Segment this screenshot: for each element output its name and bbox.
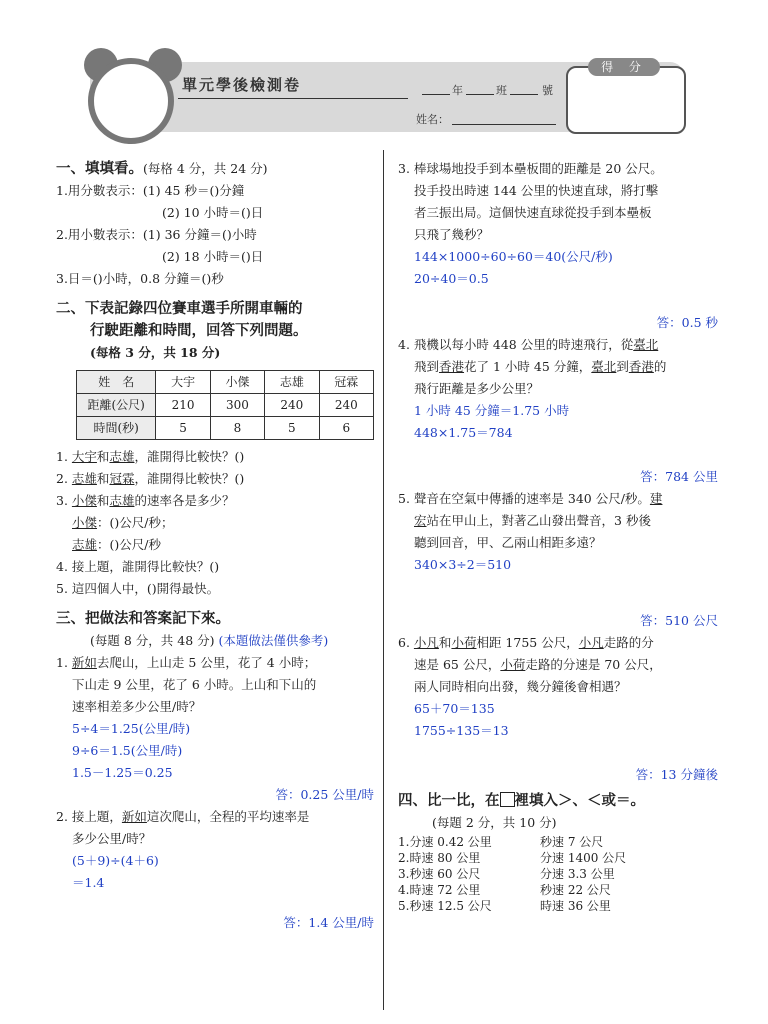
compare-row: 4.時速 72 公里 秒速 22 公尺 [398, 883, 611, 897]
table-cell: 240 [265, 394, 319, 417]
worksheet-header [80, 48, 684, 140]
p5-line: 5. 聲音在空氣中傳播的速率是 340 公尺/秒。建 [398, 491, 663, 506]
table-header-row [77, 371, 374, 394]
p6-line: 6. 小凡和小荷相距 1755 公尺，小凡走路的分 [398, 635, 654, 650]
p2-answer: 答：1.4 公里/時 [283, 915, 374, 930]
compare-row: 5.秒速 12.5 公尺 時速 36 公里 [398, 899, 611, 913]
p1-line: 1. 新如去爬山，上山走 5 公里，花了 4 小時； [56, 655, 317, 670]
table-cell: 8 [210, 417, 264, 440]
p3-work: 144×1000÷60÷60＝40(公尺/秒) [414, 249, 613, 264]
table-cell: 240 [319, 394, 373, 417]
p1-work: 1.5－1.25＝0.25 [72, 765, 173, 780]
table-cell: 姓 名 [77, 371, 156, 394]
p4-line: 4. 飛機以每小時 448 公里的時速飛行，從臺北 [398, 337, 659, 352]
p5-work: 340×3÷2＝510 [414, 557, 512, 572]
right-column [398, 158, 718, 914]
section4-heading: 四、比一比，在 裡填入＞、＜或＝。 [398, 793, 645, 809]
p3-line: 者三振出局。這個快速直球從投手到本壘板 [414, 205, 652, 220]
section3-scoring: (每題 8 分，共 48 分) (本題做法僅供參考) [90, 633, 329, 648]
p4-line: 飛行距離是多少公里？ [414, 381, 540, 396]
p4-answer: 答：784 公里 [640, 469, 718, 484]
name-line [452, 124, 556, 125]
s2-q2: 2. 志雄和冠霖，誰開得比較快？() [56, 471, 245, 486]
number-line [510, 94, 538, 95]
p1-work: 9÷6＝1.5(公里/時) [72, 743, 183, 758]
table-cell: 志雄 [265, 371, 319, 394]
score-box [566, 66, 686, 134]
table-cell: 時間(秒) [77, 417, 156, 440]
table-cell: 5 [156, 417, 210, 440]
p6-work: 1755÷135＝13 [414, 723, 509, 738]
score-label: 得 分 [588, 58, 660, 76]
racer-table [76, 370, 374, 440]
mascot-ring [88, 58, 174, 144]
number-label: 號 [542, 84, 553, 97]
p1-line: 速率相差多少公里/時？ [72, 699, 202, 714]
compare-row: 3.秒速 60 公尺 分速 3.3 公里 [398, 867, 615, 881]
section4-scoring: (每題 2 分，共 10 分) [432, 815, 557, 830]
p3-line: 投手投出時速 144 公里的快速直球，將打擊 [414, 183, 659, 198]
s1-line: (2) 18 小時＝()日 [162, 249, 264, 264]
table-row [77, 394, 374, 417]
p2-line: 2. 接上題，新如這次爬山，全程的平均速率是 [56, 809, 310, 824]
table-cell: 5 [265, 417, 319, 440]
p6-work: 65＋70＝135 [414, 701, 495, 716]
name-label: 姓名： [416, 113, 449, 126]
table-cell: 冠霖 [319, 371, 373, 394]
s1-line: (2) 10 小時＝()日 [162, 205, 264, 220]
s2-q3-sub1: 小傑：()公尺/秒； [72, 515, 174, 530]
section2-scoring: (每格 3 分，共 18 分) [90, 345, 221, 360]
answer-box-icon [500, 792, 515, 807]
p5-line: 宏站在甲山上，對著乙山發出聲音，3 秒後 [414, 513, 651, 528]
section2-heading: 二、下表記錄四位賽車選手所開車輛的 [56, 301, 303, 317]
p1-line: 下山走 9 公里，花了 6 小時。上山和下山的 [72, 677, 317, 692]
table-cell: 大宇 [156, 371, 210, 394]
p1-answer: 答：0.25 公里/時 [275, 787, 374, 802]
year-label: 年 [452, 84, 463, 97]
table-cell: 小傑 [210, 371, 264, 394]
p5-answer: 答：510 公尺 [640, 613, 718, 628]
title-underline [178, 98, 408, 99]
class-label: 班 [496, 84, 507, 97]
p6-line: 速是 65 公尺，小荷走路的分速是 70 公尺， [414, 657, 662, 672]
s2-q1: 1. 大宇和志雄，誰開得比較快？() [56, 449, 245, 464]
p4-work: 448×1.75＝784 [414, 425, 513, 440]
class-line [466, 94, 494, 95]
table-cell: 6 [319, 417, 373, 440]
compare-row: 2.時速 80 公里 分速 1400 公尺 [398, 851, 627, 865]
s2-q3-sub2: 志雄：()公尺/秒 [72, 537, 161, 552]
s1-line: 1.用分數表示：(1) 45 秒＝()分鐘 [56, 183, 245, 198]
section2-heading-cont: 行駛距離和時間，回答下列問題。 [90, 323, 308, 339]
p6-answer: 答：13 分鐘後 [635, 767, 718, 782]
s1-line: 3.日＝()小時，0.8 分鐘＝()秒 [56, 271, 224, 286]
section1-heading: 一、填填看。(每格 4 分，共 24 分) [56, 161, 268, 177]
page-title: 單元學後檢測卷 [182, 76, 302, 94]
table-row [77, 417, 374, 440]
table-cell: 距離(公尺) [77, 394, 156, 417]
compare-row: 1.分速 0.42 公里 秒速 7 公尺 [398, 835, 604, 849]
p6-line: 兩人同時相向出發，幾分鐘後會相遇？ [414, 679, 627, 694]
p4-work: 1 小時 45 分鐘＝1.75 小時 [414, 403, 570, 418]
p3-line: 3. 棒球場地投手到本壘板間的距離是 20 公尺。 [398, 161, 663, 176]
p2-work: ＝1.4 [72, 875, 105, 890]
column-divider [383, 150, 384, 1010]
p3-work: 20÷40＝0.5 [414, 271, 489, 286]
table-cell: 210 [156, 394, 210, 417]
p3-answer: 答：0.5 秒 [656, 315, 718, 330]
p4-line: 飛到香港花了 1 小時 45 分鐘，臺北到香港的 [414, 359, 667, 374]
section3-heading: 三、把做法和答案記下來。 [56, 611, 230, 627]
p1-work: 5÷4＝1.25(公里/時) [72, 721, 191, 736]
p3-line: 只飛了幾秒？ [414, 227, 490, 242]
p5-line: 聽到回音，甲、乙兩山相距多遠？ [414, 535, 602, 550]
s1-line: 2.用小數表示：(1) 36 分鐘＝()小時 [56, 227, 257, 242]
left-column [56, 158, 374, 934]
s2-q3: 3. 小傑和志雄的速率各是多少？ [56, 493, 235, 508]
p2-work: (5＋9)÷(4＋6) [72, 853, 159, 868]
p2-line: 多少公里/時？ [72, 831, 152, 846]
s2-q4: 4. 接上題，誰開得比較快？() [56, 559, 220, 574]
table-cell: 300 [210, 394, 264, 417]
s2-q5: 5. 這四個人中，()開得最快。 [56, 581, 220, 596]
year-line [422, 94, 450, 95]
